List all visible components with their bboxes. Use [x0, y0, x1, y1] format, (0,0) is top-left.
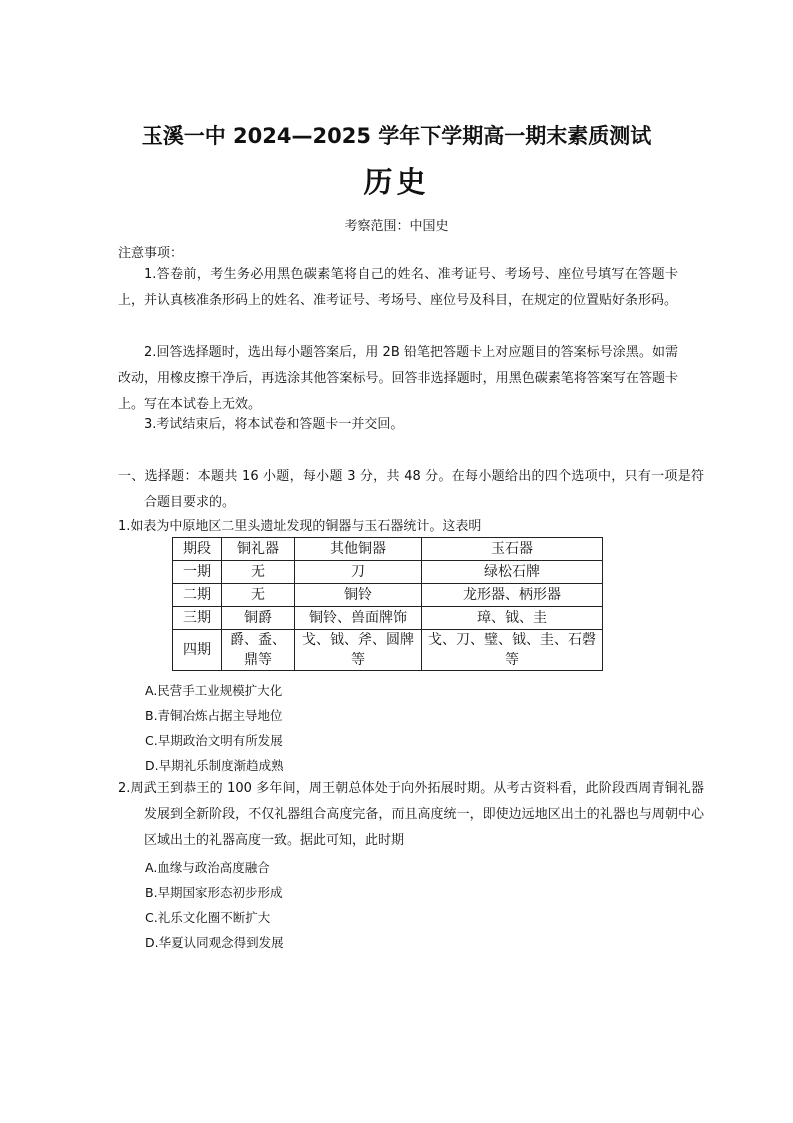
table-cell: 无	[222, 584, 295, 607]
question-1-option-d: D.早期礼乐制度渐趋成熟	[145, 758, 284, 773]
subject-title: 历史	[363, 165, 430, 199]
table-header-row	[173, 538, 603, 561]
bronze-jade-table	[172, 537, 603, 671]
table-cell: 璋、钺、圭	[422, 607, 603, 630]
question-1-option-b: B.青铜冶炼占据主导地位	[145, 708, 283, 723]
notice-item-1: 1.答卷前，考生务必用黑色碳素笔将自己的姓名、准考证号、考场号、座位号填写在答题卡上，并认真核准条形码上的姓名、准考证号、考场号、座位号及科目，在规定的位置贴好条形码。	[118, 267, 678, 308]
question-2-option-d: D.华夏认同观念得到发展	[145, 935, 284, 950]
question-1-option-a: A.民营手工业规模扩大化	[145, 683, 283, 698]
table-cell: 四期	[173, 630, 222, 671]
table-cell: 戈、刀、璧、钺、圭、石磬等	[422, 630, 603, 671]
table-cell: 二期	[173, 584, 222, 607]
section-instruction: 一、选择题：本题共 16 小题，每小题 3 分，共 48 分。在每小题给出的四个选项中，只有一项是符合题目要求的。	[118, 469, 704, 510]
table-row	[173, 561, 603, 584]
table-row	[173, 607, 603, 630]
question-1-stem: 1.如表为中原地区二里头遗址发现的铜器与玉石器统计。这表明	[118, 519, 482, 534]
question-2-option-c: C.礼乐文化圈不断扩大	[145, 910, 271, 925]
notice-heading: 注意事项：	[118, 246, 184, 261]
table-row	[173, 630, 603, 671]
table-cell: 龙形器、柄形器	[422, 584, 603, 607]
table-cell: 无	[222, 561, 295, 584]
table-row	[173, 584, 603, 607]
table-cell: 绿松石牌	[422, 561, 603, 584]
question-1-option-c: C.早期政治文明有所发展	[145, 733, 283, 748]
question-2-option-a: A.血缘与政治高度融合	[145, 860, 270, 875]
question-2-option-b: B.早期国家形态初步形成	[145, 885, 283, 900]
table-cell: 刀	[295, 561, 422, 584]
exam-scope: 考察范围：中国史	[344, 219, 449, 234]
table-header-cell: 玉石器	[422, 538, 603, 561]
table-cell: 戈、钺、斧、圆牌等	[295, 630, 422, 671]
table-header-cell: 铜礼器	[222, 538, 295, 561]
notice-item-3: 3.考试结束后，将本试卷和答题卡一并交回。	[144, 417, 404, 432]
table-cell: 三期	[173, 607, 222, 630]
table-header-cell: 其他铜器	[295, 538, 422, 561]
notice-item-2: 2.回答选择题时，选出每小题答案后，用 2B 铅笔把答题卡上对应题目的答案标号涂黑。如需改动，用橡皮擦干净后，再选涂其他答案标号。回答非选择题时，用黑色碳素笔将答案写在答题卡上。写在本试卷上无效。	[118, 345, 678, 412]
table-cell: 一期	[173, 561, 222, 584]
table-cell: 铜铃	[295, 584, 422, 607]
question-2-stem: 2.周武王到恭王的 100 多年间，周王朝总体处于向外拓展时期。从考古资料看，此阶段西周青铜礼器发展到全新阶段，不仅礼器组合高度完备，而且高度统一，即使边远地区出土的礼器也与周朝中心区域出土的礼器高度一致。据此可知，此时期	[118, 781, 704, 848]
table-header-cell: 期段	[173, 538, 222, 561]
table-cell: 铜爵	[222, 607, 295, 630]
exam-title: 玉溪一中 2024—2025 学年下学期高一期末素质测试	[141, 124, 652, 148]
table-cell: 铜铃、兽面牌饰	[295, 607, 422, 630]
table-cell: 爵、盉、鼎等	[222, 630, 295, 671]
